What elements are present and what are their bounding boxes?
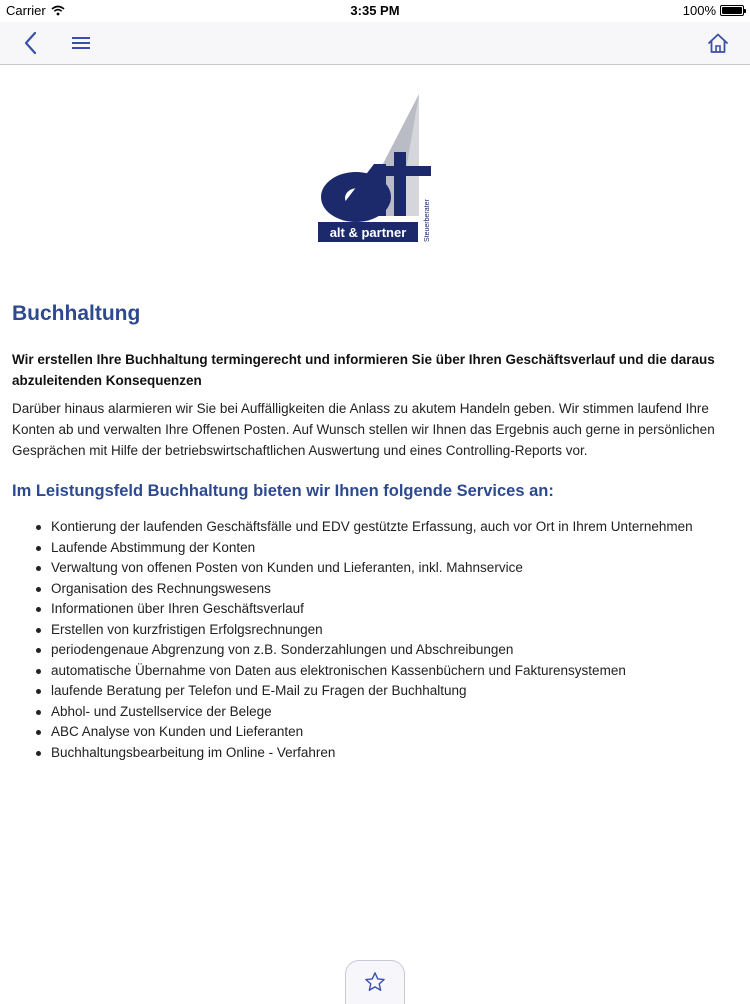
list-item: ABC Analyse von Kunden und Lieferanten [12, 722, 732, 743]
list-item: Abhol- und Zustellservice der Belege [12, 702, 732, 723]
back-button[interactable] [14, 27, 46, 59]
services-list [12, 517, 732, 763]
list-item: Erstellen von kurzfristigen Erfolgsrechnungen [12, 620, 732, 641]
company-logo [316, 94, 436, 246]
list-item: Verwaltung von offenen Posten von Kunden und Lieferanten, inkl. Mahnservice [12, 558, 732, 579]
battery-icon [720, 5, 744, 16]
carrier-label: Carrier [6, 3, 46, 18]
logo-side-text: Steuerberater [424, 199, 431, 242]
chevron-left-icon [23, 31, 37, 55]
list-item: Laufende Abstimmung der Konten [12, 538, 732, 559]
menu-button[interactable] [65, 27, 97, 59]
list-item: Buchhaltungsbearbeitung im Online - Verfahren [12, 743, 732, 764]
status-time: 3:35 PM [350, 3, 400, 18]
list-item: Informationen über Ihren Geschäftsverlauf [12, 599, 732, 620]
favorite-button[interactable] [345, 960, 405, 1004]
lead-paragraph: Wir erstellen Ihre Buchhaltung termingerecht und informieren Sie über Ihren Geschäftsverlauf und die daraus abzuleitenden Konsequenzen [12, 352, 715, 388]
page-title: Buchhaltung [12, 302, 141, 325]
services-heading: Im Leistungsfeld Buchhaltung bieten wir Ihnen folgende Services an: [12, 482, 554, 500]
list-item: automatische Übernahme von Daten aus elektronischen Kassenbüchern und Fakturensystemen [12, 661, 732, 682]
list-item: Organisation des Rechnungswesens [12, 579, 732, 600]
home-icon [707, 32, 729, 54]
list-item: periodengenaue Abgrenzung von z.B. Sonderzahlungen und Abschreibungen [12, 640, 732, 661]
logo-caption: alt & partner [329, 225, 407, 240]
body-paragraph: Darüber hinaus alarmieren wir Sie bei Auffälligkeiten die Anlass zu akutem Handeln geben. Wir stimmen laufend Ihre Konten ab und verwalten Ihre Offenen Posten. Auf Wunsch stellen wir Ihnen das Ergebnis auch gerne in persönlichen Gesprächen mit Hilfe der betriebswirtschaftlichen Auswertung und eines Controlling-Reports vor. [12, 401, 715, 458]
battery-percent: 100% [682, 3, 716, 18]
list-item: Kontierung der laufenden Geschäftsfälle und EDV gestützte Erfassung, auch vor Ort in Ihrem Unternehmen [12, 517, 732, 538]
logo-graphic [316, 94, 436, 246]
battery-indicator [683, 3, 744, 18]
hamburger-menu-icon [72, 36, 90, 50]
list-item: laufende Beratung per Telefon und E-Mail zu Fragen der Buchhaltung [12, 681, 732, 702]
navigation-bar [0, 22, 750, 65]
status-bar [0, 0, 750, 22]
star-icon [364, 971, 386, 993]
home-button[interactable] [702, 27, 734, 59]
